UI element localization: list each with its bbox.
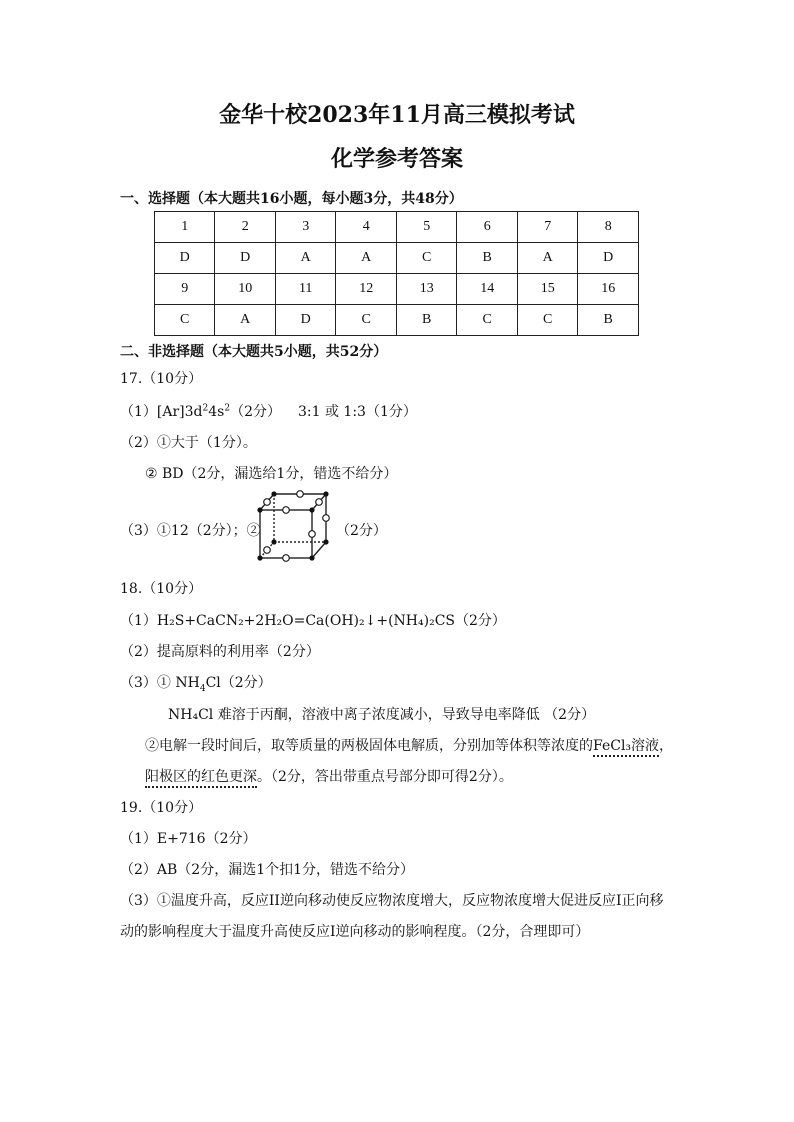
table-cell: C (155, 305, 215, 336)
table-cell: 2 (215, 212, 276, 243)
q18-part3-1-sub: 4 (199, 683, 206, 694)
table-cell: D (215, 243, 276, 274)
q17-part1 (120, 401, 281, 421)
table-row-answers (155, 305, 639, 336)
q17-part1-a: （1）[Ar]3d (120, 404, 203, 420)
table-cell: 15 (517, 274, 578, 305)
table-cell: A (275, 243, 336, 274)
table-cell: 5 (396, 212, 457, 243)
table-cell: 16 (578, 274, 639, 305)
q17-part1-sup1: 2 (202, 403, 209, 414)
table-cell: 6 (457, 212, 518, 243)
q18-part3-1-b: Cl（2分） (205, 675, 272, 691)
q17-header: 17.（10分） (120, 371, 203, 387)
section2-heading: 二、非选择题（本大题共5小题，共52分） (120, 344, 388, 360)
table-cell: 11 (275, 274, 336, 305)
table-cell: 13 (396, 274, 457, 305)
q18-part3-1-a: （3）① NH (120, 675, 200, 691)
table-row-question-numbers (155, 274, 639, 305)
table-cell: D (578, 243, 639, 274)
table-cell: B (396, 305, 457, 336)
table-cell: B (578, 305, 639, 336)
exam-title: 金华十校2023年11月高三模拟考试 (219, 102, 575, 128)
q17-part2-2: ② BD（2分，漏选给1分，错选不给分） (145, 466, 398, 482)
table-cell: 3 (275, 212, 336, 243)
q18-part3-1 (120, 672, 272, 692)
table-cell: 8 (578, 212, 639, 243)
table-row-answers (155, 243, 639, 274)
table-cell: 10 (215, 274, 276, 305)
choice-answer-table (154, 211, 639, 336)
q19-header: 19.（10分） (120, 800, 203, 816)
q18-part3-2 (145, 735, 673, 755)
q18-part3-2-keyword2: 阳极区的红色更深 (145, 769, 257, 788)
table-cell: D (275, 305, 336, 336)
q17-part3-b: （2分） (336, 523, 387, 539)
q18-part3-2-c: ， (659, 738, 674, 754)
q17-part1-sup2: 2 (224, 403, 231, 414)
q19-part2: （2）AB（2分，漏选1个扣1分，错选不给分） (120, 862, 415, 878)
q18-header: 18.（10分） (120, 581, 203, 597)
table-cell: A (336, 243, 397, 274)
table-cell: A (215, 305, 276, 336)
table-cell: 1 (155, 212, 215, 243)
q19-part3-line1: （3）①温度升高，反应II逆向移动使反应物浓度增大，反应物浓度增大促进反应I正向移 (120, 893, 664, 909)
q18-part3-reason: NH₄Cl 难溶于丙酮，溶液中离子浓度减小，导致导电率降低 （2分） (168, 707, 596, 723)
table-cell: C (517, 305, 578, 336)
table-cell: C (457, 305, 518, 336)
table-cell: 7 (517, 212, 578, 243)
q18-part3-2-keyword: FeCl₃溶液 (593, 738, 659, 757)
q17-part1-c: （2分） (230, 404, 281, 420)
crystal-cell-diagram (248, 488, 334, 566)
q19-part1: （1）E+716（2分） (120, 831, 257, 847)
q17-part3-a: （3）①12（2分）；② (120, 523, 261, 539)
answer-subtitle: 化学参考答案 (330, 146, 463, 172)
table-row-question-numbers (155, 212, 639, 243)
q18-part3-2-note: 。（2分，答出带重点号部分即可得2分）。 (257, 769, 513, 785)
table-cell: D (155, 243, 215, 274)
q17-part1-ratio: 3:1 或 1:3（1分） (298, 404, 417, 420)
table-cell: C (396, 243, 457, 274)
table-cell: 12 (336, 274, 397, 305)
q18-part2: （2）提高原料的利用率（2分） (120, 644, 320, 660)
q18-part3-2-cont (145, 766, 513, 786)
table-cell: 9 (155, 274, 215, 305)
table-cell: A (517, 243, 578, 274)
q17-part1-b: 4s (208, 404, 225, 420)
section1-heading: 一、选择题（本大题共16小题，每小题3分，共48分） (120, 191, 463, 207)
q18-part3-2-a: ②电解一段时间后，取等质量的两极固体电解质，分别加等体积等浓度的 (145, 738, 593, 754)
table-cell: C (336, 305, 397, 336)
table-cell: 4 (336, 212, 397, 243)
q19-part3-line2: 动的影响程度大于温度升高使反应I逆向移动的影响程度。（2分，合理即可） (120, 924, 590, 940)
q18-part1: （1）H₂S+CaCN₂+2H₂O=Ca(OH)₂↓+(NH₄)₂CS（2分） (120, 613, 506, 629)
table-cell: 14 (457, 274, 518, 305)
table-cell: B (457, 243, 518, 274)
q17-part2-1: （2）①大于（1分）。 (120, 435, 257, 451)
